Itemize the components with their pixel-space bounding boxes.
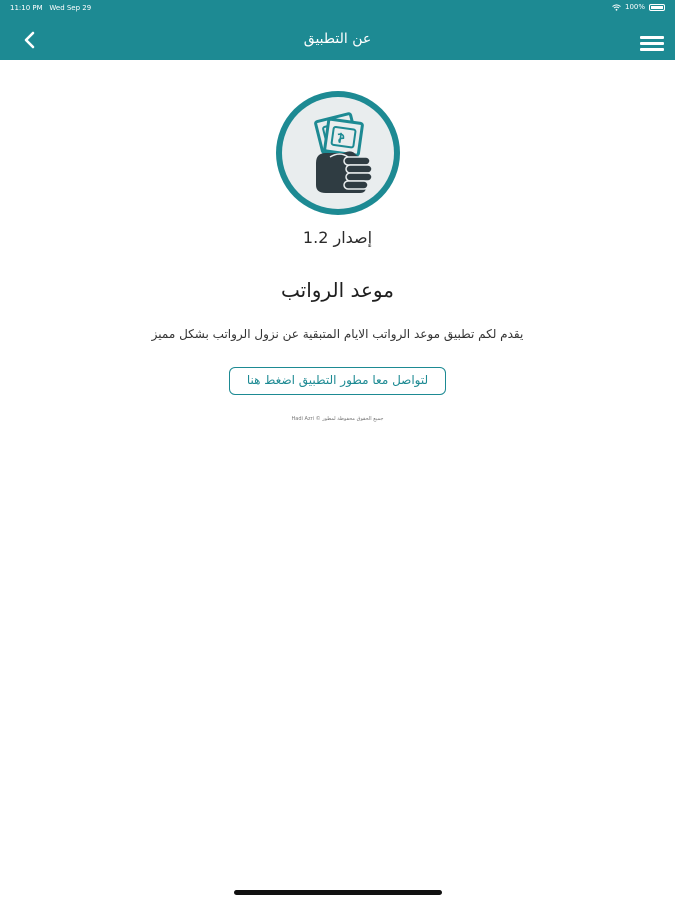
nav-header [0,0,675,60]
battery-percent: 100% [624,3,645,11]
home-indicator[interactable] [234,890,442,895]
page-title: عن التطبيق [303,31,372,47]
status-indicators [612,3,665,11]
wifi-icon [612,4,621,11]
app-logo [276,91,400,215]
status-time-date [10,4,91,12]
app-name: موعد الرواتب [281,278,394,302]
copyright-text: جميع الحقوق محفوظة لمطور © Hadi Azri [291,416,384,422]
logo-inner [282,97,394,209]
app-version: إصدار 1.2 [302,228,373,247]
app-description: يقدم لكم تطبيق موعد الرواتب الايام المتبقية عن نزول الرواتب بشكل مميز [151,327,524,341]
hand-holding-money-icon [282,97,394,209]
status-date: Wed Sep 29 [49,4,92,12]
battery-icon [649,4,665,11]
status-time: 11:10 PM [10,4,43,12]
menu-button[interactable] [638,32,666,54]
contact-developer-button[interactable]: لتواصل معا مطور التطبيق اضغط هنا [229,367,446,395]
status-bar [0,0,675,16]
hamburger-menu-icon [640,36,664,39]
